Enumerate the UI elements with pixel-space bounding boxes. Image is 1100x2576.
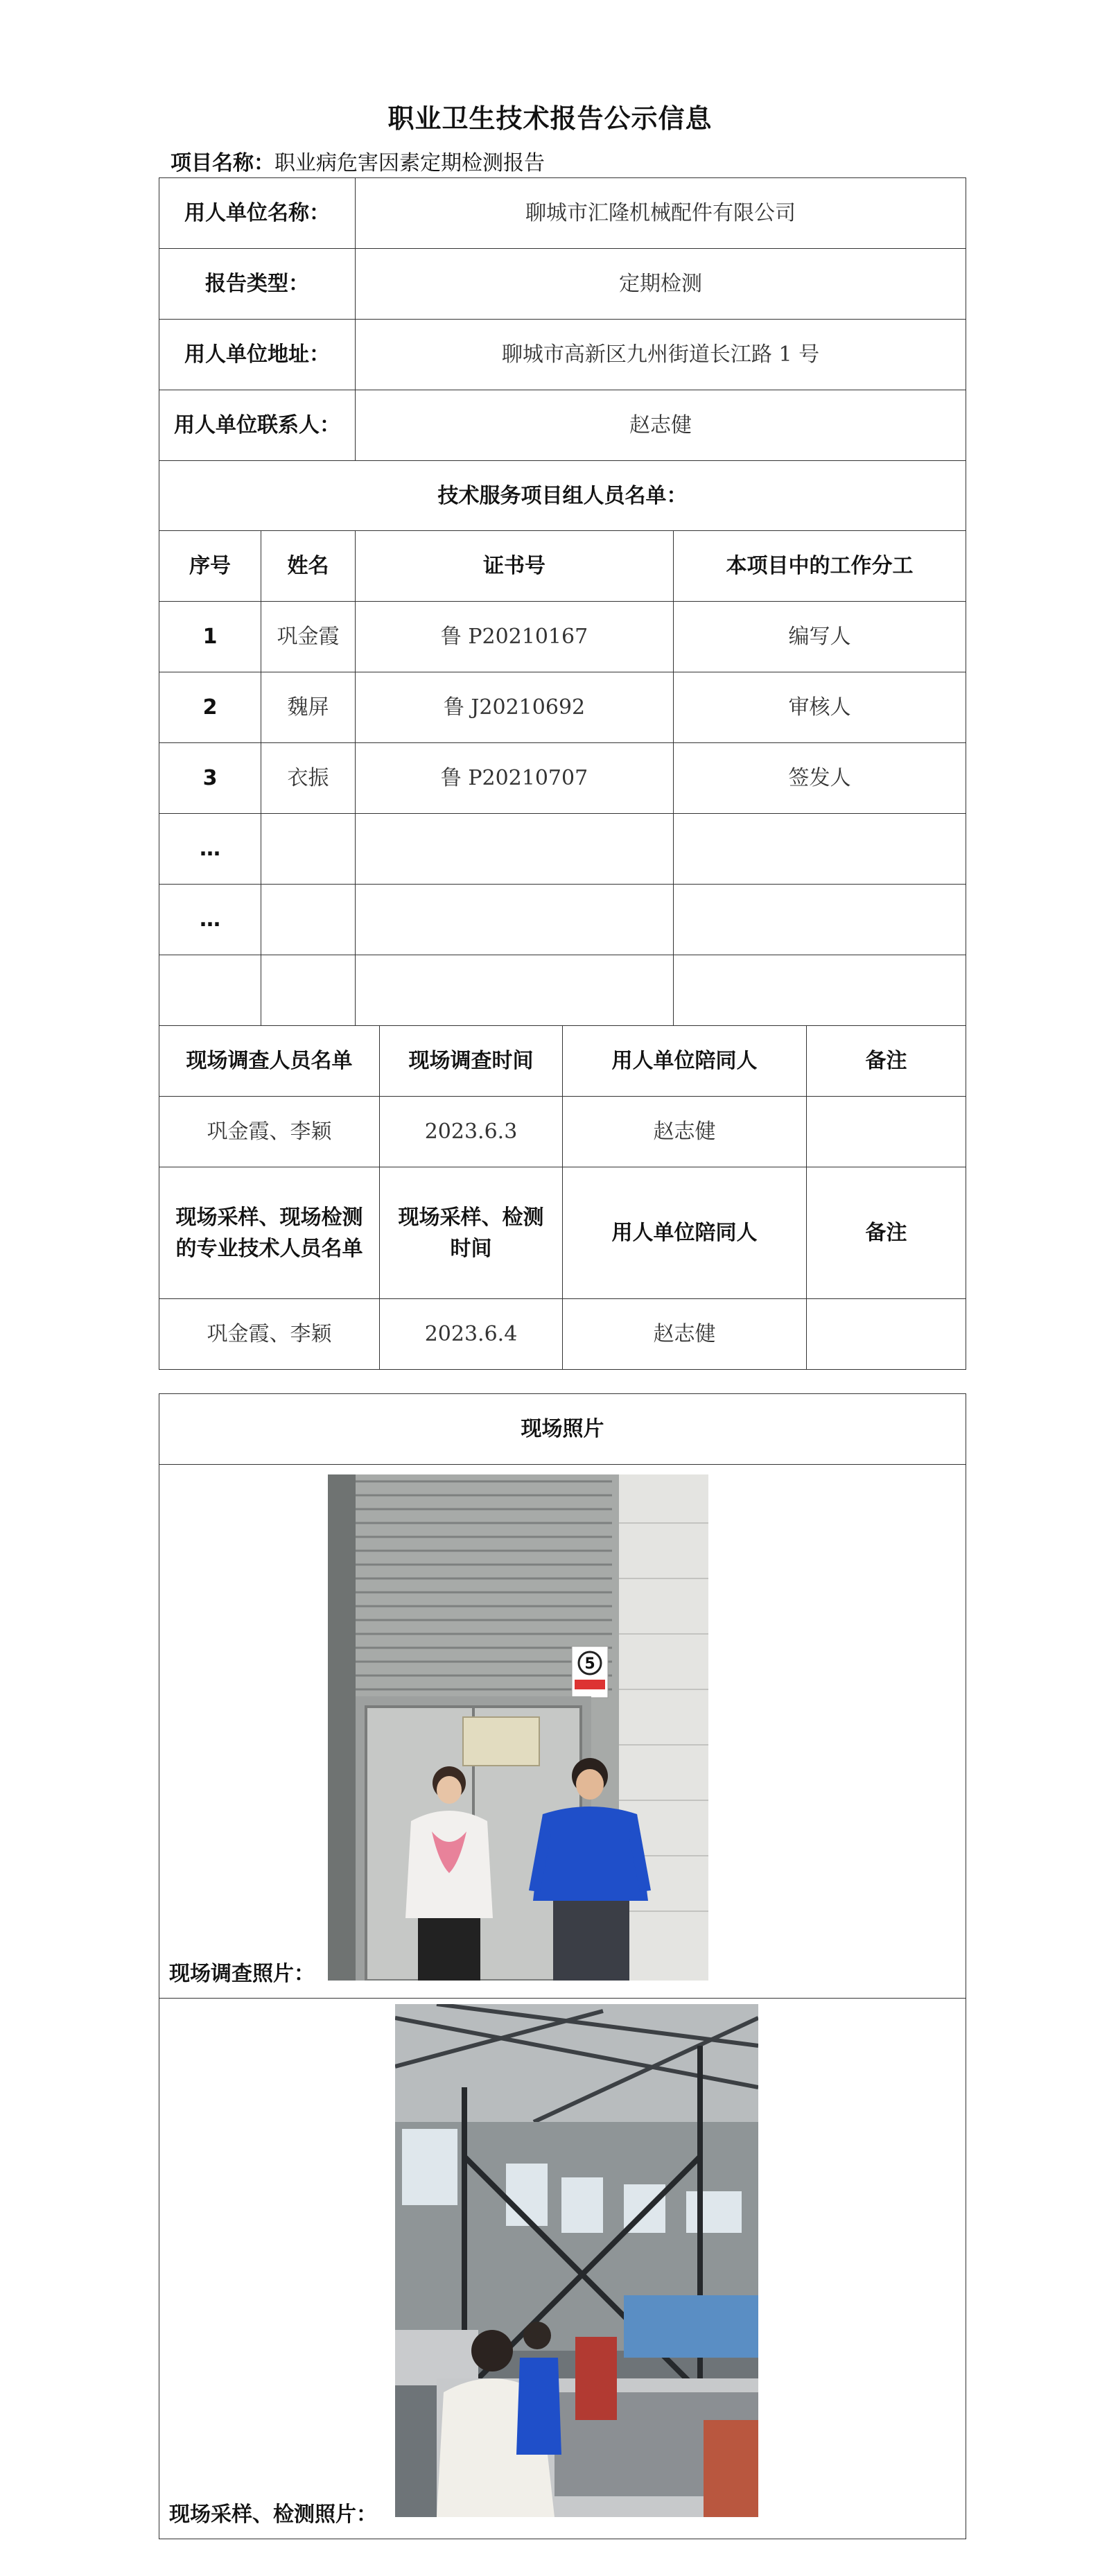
- sampling-remark-value: [807, 1299, 966, 1370]
- team-heading-row: [159, 461, 966, 531]
- photo-heading-row: [159, 1394, 966, 1465]
- company-address-value: 聊城市高新区九州街道长江路 1 号: [356, 320, 966, 390]
- contact-person-value: 赵志健: [356, 390, 966, 461]
- info-row-contact: [159, 390, 966, 461]
- survey-photo-row: [159, 1465, 966, 1999]
- survey-staff-value: 巩金霞、李颖: [159, 1097, 380, 1167]
- survey-remark-header: 备注: [807, 1026, 966, 1097]
- certificate-number: 鲁 P20210707: [356, 743, 674, 814]
- member-name: [261, 955, 356, 1026]
- sampling-photo: [395, 2004, 758, 2517]
- page-title: 职业卫生技术报告公示信息: [387, 103, 713, 134]
- certificate-number: 鲁 P20210167: [356, 602, 674, 672]
- table-row: [159, 814, 966, 885]
- info-table: [159, 177, 966, 1026]
- sampling-photo-cell: [159, 1999, 966, 2539]
- row-index: [159, 955, 261, 1026]
- col-header-name: 姓名: [261, 531, 356, 602]
- team-header-row: [159, 531, 966, 602]
- sampling-photo-drawing: [395, 2004, 758, 2517]
- certificate-number: [356, 955, 674, 1026]
- survey-photo-cell: [159, 1465, 966, 1999]
- project-name-line: [171, 146, 545, 176]
- member-name: 巩金霞: [261, 602, 356, 672]
- sign-number: 5: [584, 1655, 595, 1673]
- photo-heading: 现场照片: [159, 1394, 966, 1465]
- member-role: 审核人: [674, 672, 966, 743]
- table-row: [159, 602, 966, 672]
- survey-header-row: [159, 1026, 966, 1097]
- member-role: [674, 885, 966, 955]
- certificate-number: [356, 814, 674, 885]
- table-row: [159, 885, 966, 955]
- sampling-staff-header: 现场采样、现场检测的专业技术人员名单: [159, 1167, 380, 1299]
- sampling-photo-label: 现场采样、检测照片：: [169, 2503, 377, 2527]
- sampling-photo-row: [159, 1999, 966, 2539]
- sampling-escort-value: 赵志健: [563, 1299, 807, 1370]
- member-name: [261, 814, 356, 885]
- certificate-number: [356, 885, 674, 955]
- field-work-table: [159, 1025, 966, 1370]
- member-name: [261, 885, 356, 955]
- table-row: [159, 955, 966, 1026]
- company-name-label: 用人单位名称：: [159, 178, 356, 249]
- survey-data-row: [159, 1097, 966, 1167]
- member-role: 签发人: [674, 743, 966, 814]
- contact-person-label: 用人单位联系人：: [159, 390, 356, 461]
- member-name: 衣振: [261, 743, 356, 814]
- survey-staff-header: 现场调查人员名单: [159, 1026, 380, 1097]
- sampling-data-row: [159, 1299, 966, 1370]
- survey-escort-value: 赵志健: [563, 1097, 807, 1167]
- project-name-value: 职业病危害因素定期检测报告: [274, 151, 545, 175]
- certificate-number: 鲁 J20210692: [356, 672, 674, 743]
- survey-time-value: 2023.6.3: [380, 1097, 563, 1167]
- report-type-value: 定期检测: [356, 249, 966, 320]
- row-index: 2: [159, 672, 261, 743]
- row-index: 3: [159, 743, 261, 814]
- survey-photo: [328, 1474, 708, 1981]
- survey-photo-drawing: [328, 1474, 708, 1981]
- col-header-role: 本项目中的工作分工: [674, 531, 966, 602]
- company-name-value: 聊城市汇隆机械配件有限公司: [356, 178, 966, 249]
- member-role: [674, 814, 966, 885]
- member-name: 魏屏: [261, 672, 356, 743]
- col-header-index: 序号: [159, 531, 261, 602]
- sampling-time-value: 2023.6.4: [380, 1299, 563, 1370]
- info-row-report-type: [159, 249, 966, 320]
- project-name-label: 项目名称：: [171, 151, 274, 175]
- sampling-staff-value: 巩金霞、李颖: [159, 1299, 380, 1370]
- survey-photo-label: 现场调查照片：: [169, 1962, 315, 1986]
- company-address-label: 用人单位地址：: [159, 320, 356, 390]
- member-role: 编写人: [674, 602, 966, 672]
- row-index: …: [159, 885, 261, 955]
- info-row-address: [159, 320, 966, 390]
- row-index: 1: [159, 602, 261, 672]
- sampling-time-header: 现场采样、检测时间: [380, 1167, 563, 1299]
- info-row-company: [159, 178, 966, 249]
- report-type-label: 报告类型：: [159, 249, 356, 320]
- sampling-header-row: [159, 1167, 966, 1299]
- member-role: [674, 955, 966, 1026]
- row-index: …: [159, 814, 261, 885]
- photo-table: [159, 1393, 966, 2539]
- sampling-escort-header: 用人单位陪同人: [563, 1167, 807, 1299]
- sampling-remark-header: 备注: [807, 1167, 966, 1299]
- team-heading: 技术服务项目组人员名单：: [159, 461, 966, 531]
- survey-escort-header: 用人单位陪同人: [563, 1026, 807, 1097]
- survey-time-header: 现场调查时间: [380, 1026, 563, 1097]
- table-row: [159, 743, 966, 814]
- col-header-certificate: 证书号: [356, 531, 674, 602]
- survey-remark-value: [807, 1097, 966, 1167]
- table-row: [159, 672, 966, 743]
